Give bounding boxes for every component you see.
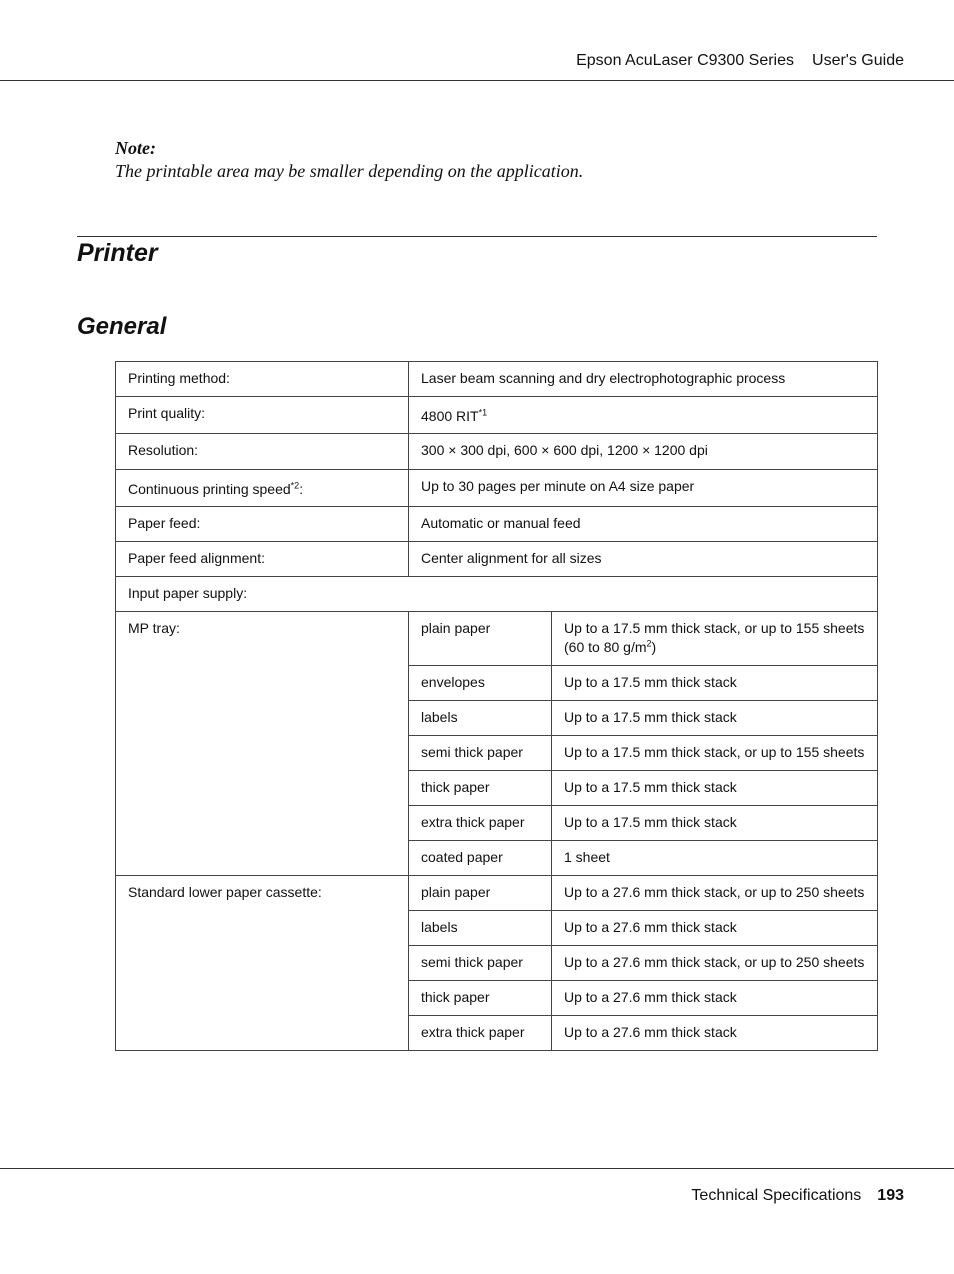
page-footer (691, 1187, 904, 1205)
header-product: Epson AcuLaser C9300 Series (576, 52, 795, 69)
paper-capacity: Up to a 17.5 mm thick stack (552, 666, 878, 701)
spec-label (116, 470, 409, 507)
paper-capacity: Up to a 17.5 mm thick stack (552, 771, 878, 806)
footer-rule (0, 1168, 954, 1169)
spec-value: Center alignment for all sizes (409, 542, 878, 577)
paper-type: labels (409, 911, 552, 946)
table-row (116, 542, 878, 577)
spec-label: Resolution: (116, 434, 409, 470)
paper-type: thick paper (409, 771, 552, 806)
tray-label: MP tray: (116, 612, 409, 876)
paper-capacity: Up to a 17.5 mm thick stack, or up to 155 sheets (552, 736, 878, 771)
spec-value: 300 × 300 dpi, 600 × 600 dpi, 1200 × 1200 dpi (409, 434, 878, 470)
table-row (116, 362, 878, 397)
footnote-ref: *2 (290, 480, 300, 491)
table-row (116, 470, 878, 507)
spec-value-text: 4800 RIT (421, 408, 479, 424)
paper-type: envelopes (409, 666, 552, 701)
capacity-close: ) (651, 639, 657, 655)
header-guide: User's Guide (812, 52, 904, 69)
note-block (115, 137, 583, 183)
section-title: Printer (77, 239, 158, 267)
table-row (116, 434, 878, 470)
paper-type: extra thick paper (409, 806, 552, 841)
paper-capacity: Up to a 17.5 mm thick stack (552, 701, 878, 736)
header-text (576, 52, 904, 70)
spec-label: Paper feed alignment: (116, 542, 409, 577)
page-header (0, 50, 954, 81)
capacity-sup: 2 (646, 638, 652, 649)
paper-type: semi thick paper (409, 736, 552, 771)
paper-type: semi thick paper (409, 946, 552, 981)
spec-value: Automatic or manual feed (409, 507, 878, 542)
subsection-title: General (77, 313, 167, 340)
paper-type: extra thick paper (409, 1016, 552, 1051)
table-row (116, 876, 878, 911)
note-label: Note: (115, 138, 156, 158)
spec-value: Laser beam scanning and dry electrophotographic process (409, 362, 878, 397)
spec-label: Input paper supply: (116, 577, 878, 612)
paper-capacity: Up to a 27.6 mm thick stack, or up to 250 sheets (552, 876, 878, 911)
paper-capacity: Up to a 27.6 mm thick stack, or up to 250 sheets (552, 946, 878, 981)
capacity-text: Up to a 17.5 mm thick stack, or up to 155 sheets (564, 620, 865, 636)
paper-capacity: Up to a 17.5 mm thick stack (552, 806, 878, 841)
paper-type: labels (409, 701, 552, 736)
spec-label-text: Continuous printing speed (128, 481, 291, 497)
table-row (116, 507, 878, 542)
spec-table (115, 361, 878, 1051)
paper-type: thick paper (409, 981, 552, 1016)
note-text: The printable area may be smaller depending on the application. (115, 161, 584, 181)
paper-type: plain paper (409, 876, 552, 911)
table-row (116, 577, 878, 612)
page-number: 193 (877, 1187, 904, 1204)
spec-label: Printing method: (116, 362, 409, 397)
paper-capacity (552, 612, 878, 666)
paper-capacity: Up to a 27.6 mm thick stack (552, 911, 878, 946)
spec-label-suffix: : (299, 481, 304, 497)
capacity-extra: (60 to 80 g/m (564, 639, 647, 655)
paper-type: plain paper (409, 612, 552, 666)
tray-label: Standard lower paper cassette: (116, 876, 409, 1051)
spec-label: Paper feed: (116, 507, 409, 542)
paper-capacity: 1 sheet (552, 841, 878, 876)
spec-value: Up to 30 pages per minute on A4 size paper (409, 470, 878, 507)
spec-label: Print quality: (116, 397, 409, 434)
section-divider (77, 236, 877, 237)
spec-value (409, 397, 878, 434)
paper-capacity: Up to a 27.6 mm thick stack (552, 981, 878, 1016)
paper-capacity: Up to a 27.6 mm thick stack (552, 1016, 878, 1051)
footer-section: Technical Specifications (691, 1187, 862, 1204)
paper-type: coated paper (409, 841, 552, 876)
table-row (116, 612, 878, 666)
footnote-ref: *1 (478, 407, 488, 418)
table-row (116, 397, 878, 434)
